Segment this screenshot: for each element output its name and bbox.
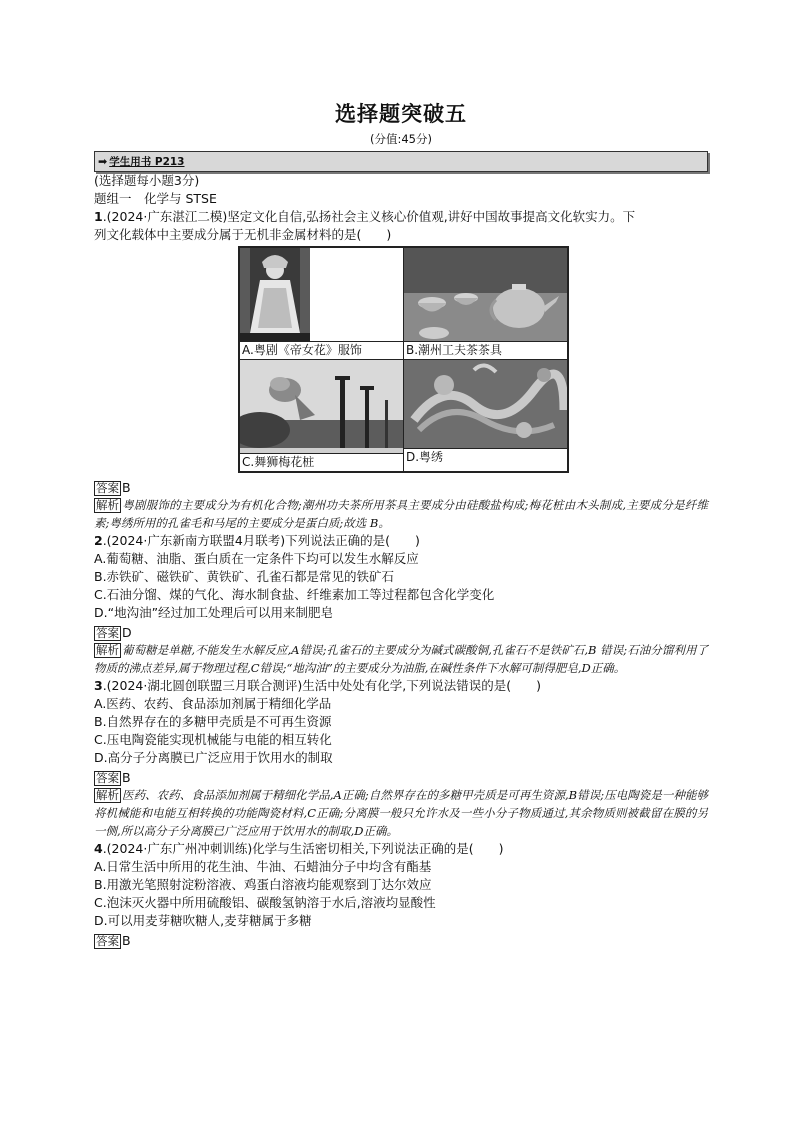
answer-line — [94, 769, 708, 786]
gongfu-tea-set-image — [404, 248, 567, 341]
option-b: B.自然界存在的多糖甲壳质是不可再生资源 — [94, 714, 332, 729]
intro-note: (选择题每小题3分) — [94, 173, 200, 188]
explain-tag: 解析 — [96, 788, 119, 802]
answer-value: B — [122, 480, 131, 495]
cantonese-opera-costume-image — [240, 248, 403, 341]
question-1 — [94, 208, 708, 226]
explain-tag: 解析 — [96, 498, 119, 512]
option-a: A.葡萄糖、油脂、蛋白质在一定条件下均可以发生水解反应 — [94, 551, 419, 566]
option-b: B.用激光笔照射淀粉溶液、鸡蛋白溶液均能观察到丁达尔效应 — [94, 877, 432, 892]
question-3 — [94, 677, 708, 695]
question-4 — [94, 840, 708, 858]
option-a: A.医药、农药、食品添加剂属于精细化学品 — [94, 696, 332, 711]
option-c-caption: C.舞狮梅花桩 — [240, 453, 403, 471]
explanation — [94, 496, 708, 532]
question-1-text-cont: 列文化载体中主要成分属于无机非金属材料的是( ) — [94, 227, 392, 242]
arrow-right-icon: ➡ — [98, 155, 108, 168]
option-a-cell[interactable] — [239, 247, 404, 360]
explanation — [94, 641, 708, 677]
explanation-text: 医药、农药、食品添加剂属于精细化学品,A正确;自然界存在的多糖甲壳质是可再生资源,B错误;压电陶瓷是一种能够将机械能和电能互相转换的功能陶瓷材料,C正确;分离膜一般只允许水及一些小分子物质通过,其余物质则被截留在膜的另一侧,所以高分子分离膜已广泛应用于饮用水的制取,D正确。 — [94, 788, 708, 838]
page-title: 选择题突破五 — [335, 102, 467, 126]
option-d: D.可以用麦芽糖吹糖人,麦芽糖属于多糖 — [94, 913, 312, 928]
question-number: 4 — [94, 841, 103, 856]
option-d: D.“地沟油”经过加工处理后可以用来制肥皂 — [94, 605, 334, 620]
student-book-ref[interactable] — [94, 151, 708, 172]
question-number: 1 — [94, 209, 103, 224]
question-source: .(2024·广东湛江二模) — [102, 209, 228, 224]
answer-tag: 答案 — [96, 626, 119, 640]
explanation-text: 葡萄糖是单糖,不能发生水解反应,A错误;孔雀石的主要成分为碱式碳酸铜,孔雀石不是铁矿石,B 错误;石油分馏利用了物质的沸点差异,属于物理过程,C错误;“地沟油”的主要成分为油脂,在碱性条件下水解可制得肥皂,D正确。 — [94, 643, 708, 675]
explain-tag: 解析 — [96, 643, 119, 657]
option-b: B.赤铁矿、磁铁矿、黄铁矿、孔雀石都是常见的铁矿石 — [94, 569, 395, 584]
question-text: 坚定文化自信,弘扬社会主义核心价值观,讲好中国故事提高文化软实力。下 — [227, 209, 636, 224]
option-c: C.泡沫灭火器中所用硫酸铝、碳酸氢钠溶于水后,溶液均显酸性 — [94, 895, 436, 910]
question-source: .(2024·广东广州冲刺训练) — [102, 841, 253, 856]
option-c: C.压电陶瓷能实现机械能与电能的相互转化 — [94, 732, 332, 747]
question-number: 3 — [94, 678, 103, 693]
ref-link[interactable]: 学生用书 P213 — [109, 156, 185, 168]
explanation — [94, 786, 708, 840]
answer-value: D — [122, 625, 132, 640]
lion-dance-plum-pile-image — [240, 360, 403, 453]
option-b-caption: B.潮州工夫茶茶具 — [404, 341, 567, 359]
answer-value: B — [122, 933, 131, 948]
answer-line — [94, 479, 708, 496]
option-a-caption: A.粤剧《帝女花》服饰 — [240, 341, 403, 359]
score-subtitle: (分值:45分) — [370, 132, 432, 146]
question-source: .(2024·广东新南方联盟4月联考) — [102, 533, 286, 548]
explanation-text: 粤剧服饰的主要成分为有机化合物;潮州功夫茶所用茶具主要成分由硅酸盐构成;梅花桩由木头制成,主要成分是纤维素;粤绣所用的孔雀毛和马尾的主要成分是蛋白质;故选 B。 — [94, 498, 708, 530]
question-2 — [94, 532, 708, 550]
answer-line — [94, 932, 708, 949]
option-c-cell[interactable] — [239, 360, 404, 473]
option-d: D.高分子分离膜已广泛应用于饮用水的制取 — [94, 750, 333, 765]
question-number: 2 — [94, 533, 103, 548]
option-image-grid — [238, 246, 569, 473]
cantonese-embroidery-image — [404, 360, 567, 448]
question-text: 下列说法正确的是( ) — [285, 533, 420, 548]
option-a: A.日常生活中所用的花生油、牛油、石蜡油分子中均含有酯基 — [94, 859, 432, 874]
question-source: .(2024·湖北圆创联盟三月联合测评) — [102, 678, 303, 693]
answer-tag: 答案 — [96, 771, 119, 785]
option-d-caption: D.粤绣 — [404, 448, 567, 466]
group-heading: 题组一 化学与 STSE — [94, 191, 217, 206]
option-d-cell[interactable] — [404, 360, 569, 473]
option-b-cell[interactable] — [404, 247, 569, 360]
option-c: C.石油分馏、煤的气化、海水制食盐、纤维素加工等过程都包含化学变化 — [94, 587, 495, 602]
question-text: 化学与生活密切相关,下列说法正确的是( ) — [252, 841, 504, 856]
answer-tag: 答案 — [96, 481, 119, 495]
page — [94, 95, 708, 949]
answer-value: B — [122, 770, 131, 785]
answer-tag: 答案 — [96, 934, 119, 948]
answer-line — [94, 624, 708, 641]
question-text: 生活中处处有化学,下列说法错误的是( ) — [302, 678, 541, 693]
